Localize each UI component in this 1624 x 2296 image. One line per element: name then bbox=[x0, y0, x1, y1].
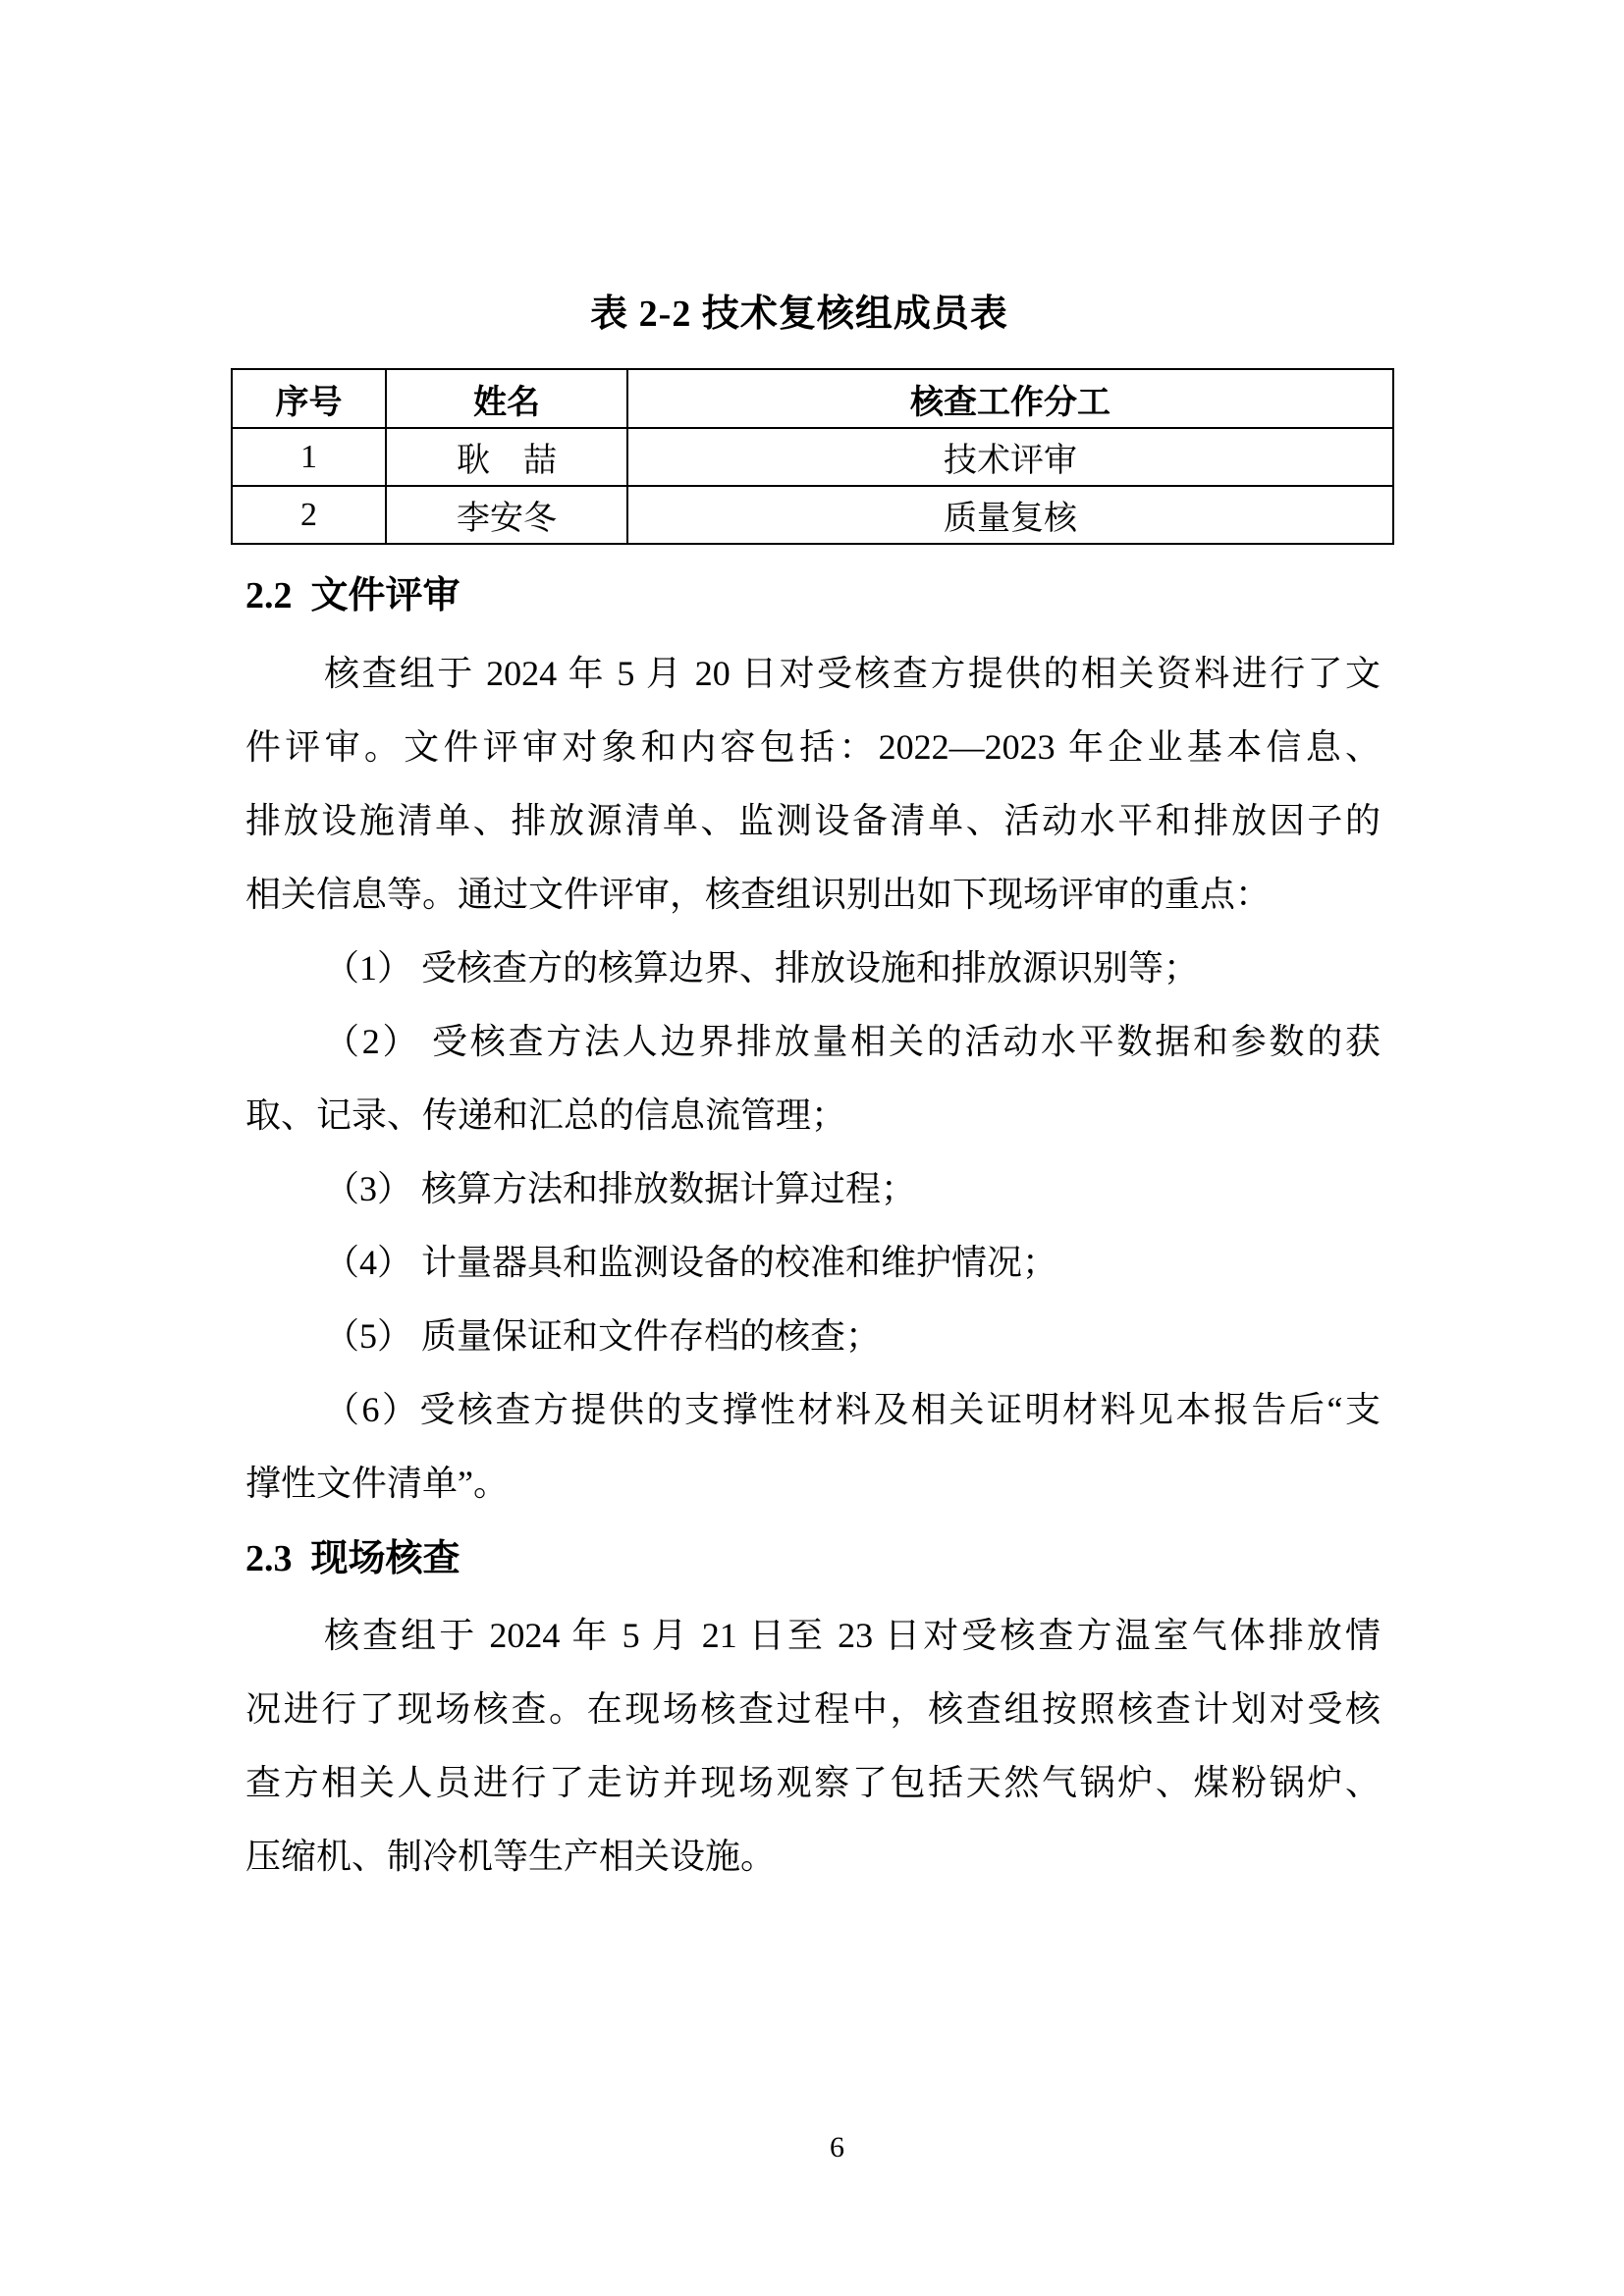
technical-review-members-table bbox=[231, 368, 1394, 545]
cell-duty: 技术评审 bbox=[627, 428, 1393, 486]
list-item-3: （3） 核算方法和排放数据计算过程； bbox=[324, 1169, 917, 1208]
table-title: 表 2-2 技术复核组成员表 bbox=[590, 294, 1008, 335]
list-item-5: （5） 质量保证和文件存档的核查； bbox=[324, 1316, 882, 1356]
list-item-6-continued: 撑性文件清单”。 bbox=[245, 1464, 509, 1503]
section-2-3-body bbox=[245, 1599, 1380, 1894]
table-header-row bbox=[232, 369, 1393, 428]
section-heading-2-2: 2.2 文件评审 bbox=[245, 575, 460, 616]
table-row bbox=[232, 428, 1393, 486]
text-line: 查方相关人员进行了走访并现场观察了包括天然气锅炉、煤粉锅炉、 bbox=[245, 1763, 1380, 1802]
text-line: 排放设施清单、排放源清单、监测设备清单、活动水平和排放因子的 bbox=[245, 801, 1380, 840]
cell-name: 李安冬 bbox=[386, 486, 627, 544]
text-line: 件评审。文件评审对象和内容包括：2022—2023 年企业基本信息、 bbox=[245, 727, 1380, 767]
list-item-2-continued: 取、记录、传递和汇总的信息流管理； bbox=[245, 1095, 847, 1135]
page-number: 6 bbox=[830, 2131, 844, 2163]
cell-number: 1 bbox=[232, 428, 386, 486]
list-item-6: （6）受核查方提供的支撑性材料及相关证明材料见本报告后“支 bbox=[324, 1390, 1380, 1429]
table-row bbox=[232, 486, 1393, 544]
column-header-number: 序号 bbox=[232, 369, 386, 428]
text-line: 况进行了现场核查。在现场核查过程中，核查组按照核查计划对受核 bbox=[245, 1689, 1380, 1729]
cell-number: 2 bbox=[232, 486, 386, 544]
text-line: 压缩机、制冷机等生产相关设施。 bbox=[245, 1837, 777, 1876]
text-line: 核查组于 2024 年 5 月 20 日对受核查方提供的相关资料进行了文 bbox=[324, 654, 1380, 693]
column-header-duty: 核查工作分工 bbox=[627, 369, 1393, 428]
list-item-4: （4） 计量器具和监测设备的校准和维护情况； bbox=[324, 1243, 1058, 1282]
cell-duty: 质量复核 bbox=[627, 486, 1393, 544]
list-item-2: （2） 受核查方法人边界排放量相关的活动水平数据和参数的获 bbox=[324, 1022, 1380, 1061]
section-heading-2-3: 2.3 现场核查 bbox=[245, 1538, 460, 1579]
text-line: 相关信息等。通过文件评审，核查组识别出如下现场评审的重点： bbox=[245, 875, 1272, 914]
text-line: 核查组于 2024 年 5 月 21 日至 23 日对受核查方温室气体排放情 bbox=[324, 1616, 1380, 1655]
cell-name: 耿 喆 bbox=[386, 428, 627, 486]
column-header-name: 姓名 bbox=[386, 369, 627, 428]
list-item-1: （1） 受核查方的核算边界、排放设施和排放源识别等； bbox=[324, 948, 1200, 988]
section-2-2-body bbox=[245, 637, 1380, 1521]
